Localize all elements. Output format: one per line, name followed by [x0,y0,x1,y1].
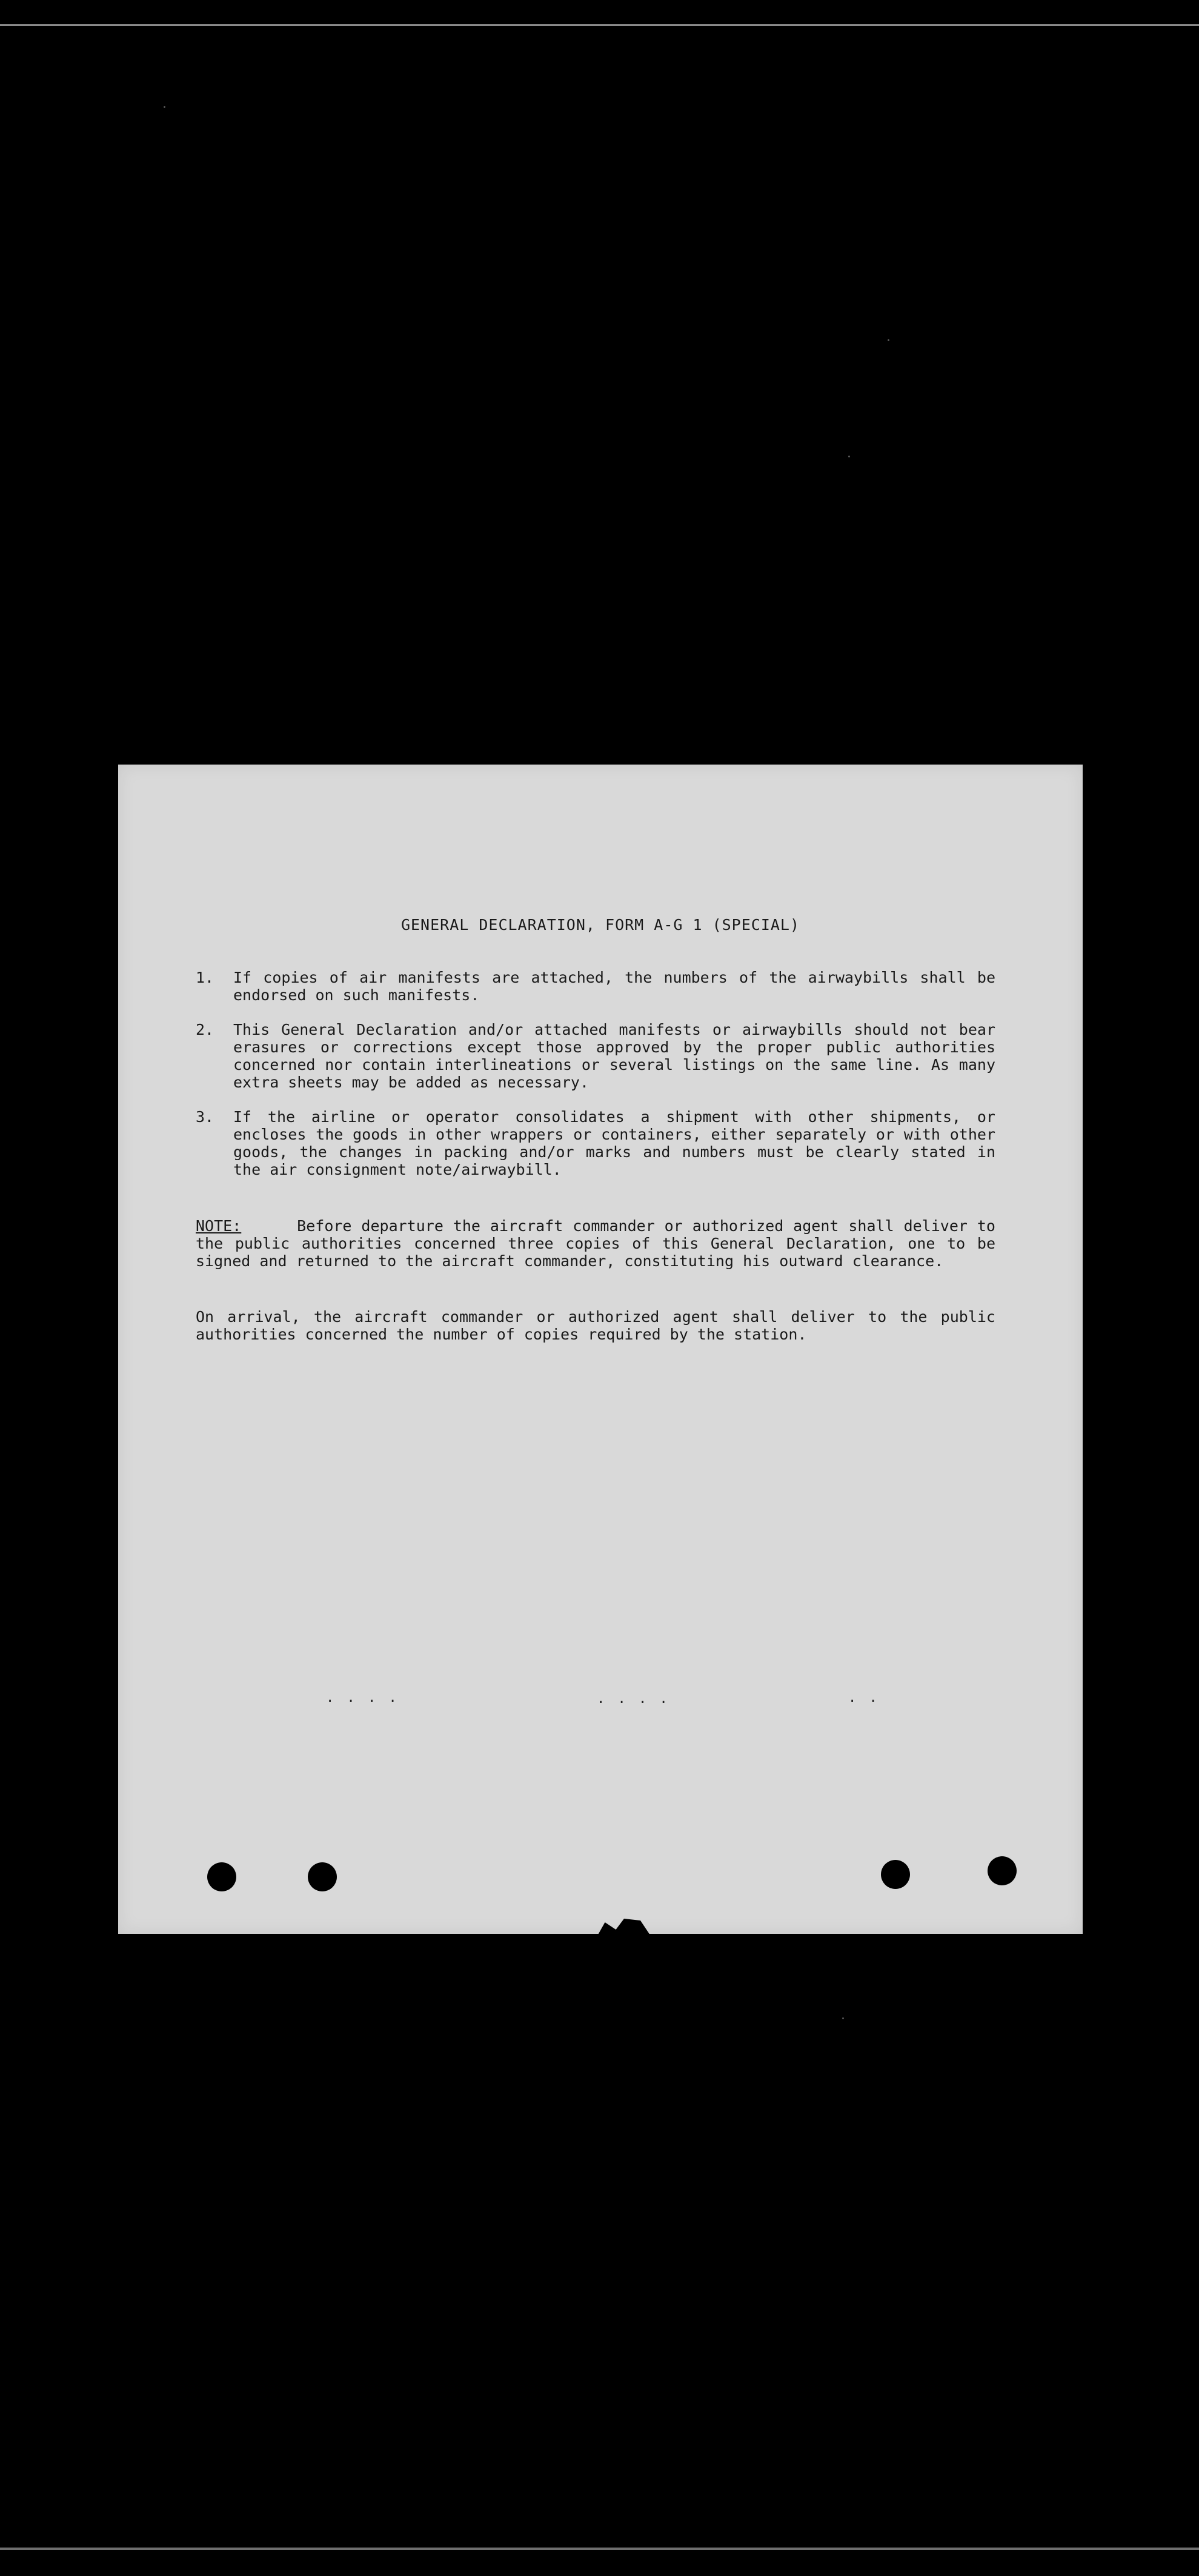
document-page [118,765,1083,1934]
item-text: This General Declaration and/or attached manifests or airwaybills should not bear erasures or corrections except those approved by the proper public authorities concerned nor contain interlineations or several listings on the same line. As many extra sheets may be added as necessary. [233,1021,995,1091]
scan-dots: . . [848,1690,880,1705]
note-text: Before departure the aircraft commander or authorized agent shall deliver to the public authorities concerned three copies of this General Declaration, one to be signed and returned to the aircraft commander, constituting his outward clearance. [196,1217,995,1270]
scan-top-edge [0,24,1199,26]
scan-dots: . . . . [597,1691,670,1707]
punch-hole [988,1856,1017,1885]
punch-hole [308,1862,337,1891]
note-label: NOTE: [196,1217,242,1235]
scan-dots: . . . . [326,1690,399,1705]
scan-speck [164,106,165,108]
item-number: 3. [196,1108,214,1126]
punch-hole [207,1862,236,1891]
item-number: 2. [196,1021,214,1038]
instruction-list [196,969,995,1195]
item-number: 1. [196,969,214,986]
list-item [196,1108,995,1178]
punch-hole [881,1860,910,1889]
note-paragraph [196,1217,995,1270]
item-text: If the airline or operator consolidates a shipment with other shipments, or encloses the goods in other wrappers or containers, either separately or with other goods, the changes in packing and/or marks and numbers must be clearly stated in the air consignment note/airwaybill. [233,1108,995,1178]
list-item [196,1021,995,1091]
item-text: If copies of air manifests are attached, the numbers of the airwaybills shall be endorsed on such manifests. [233,969,995,1004]
scan-speck [842,2017,844,2019]
document-title: GENERAL DECLARATION, FORM A-G 1 (SPECIAL) [400,916,800,934]
scan-speck [848,456,850,457]
scan-speck [888,339,889,341]
arrival-paragraph: On arrival, the aircraft commander or authorized agent shall deliver to the public authorities concerned the number of copies required by the station. [196,1308,995,1343]
scan-bottom-edge [0,2548,1199,2550]
page-tear [597,1919,651,1937]
list-item [196,969,995,1004]
